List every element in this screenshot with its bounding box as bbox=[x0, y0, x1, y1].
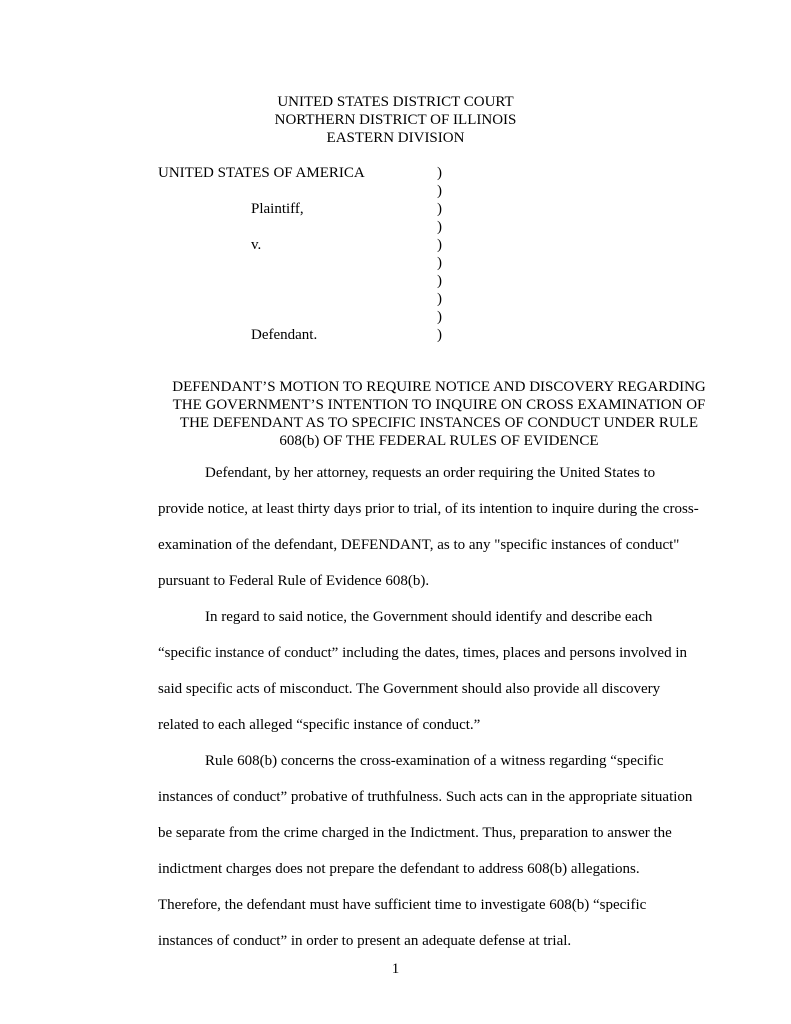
caption-row bbox=[158, 182, 578, 200]
caption-row bbox=[158, 272, 578, 290]
motion-title-line: DEFENDANT’S MOTION TO REQUIRE NOTICE AND DISCOVERY REGARDING bbox=[172, 379, 706, 395]
caption-paren: ) bbox=[437, 309, 442, 325]
paragraph bbox=[158, 608, 728, 752]
caption-row bbox=[158, 164, 578, 182]
body-line: said specific acts of misconduct. The Government should also provide all discovery bbox=[158, 681, 661, 697]
plaintiff-party: UNITED STATES OF AMERICA bbox=[158, 165, 365, 181]
defendant-label: Defendant. bbox=[251, 327, 318, 343]
caption-row bbox=[158, 326, 578, 344]
body-line: examination of the defendant, DEFENDANT, as to any "specific instances of conduct" bbox=[158, 537, 680, 553]
caption-row bbox=[158, 308, 578, 326]
motion-title-line: THE DEFENDANT AS TO SPECIFIC INSTANCES OF CONDUCT UNDER RULE bbox=[179, 415, 699, 431]
plaintiff-label: Plaintiff, bbox=[251, 201, 304, 217]
body-line: Defendant, by her attorney, requests an order requiring the United States to bbox=[205, 465, 656, 481]
body-line: In regard to said notice, the Government should identify and describe each bbox=[205, 609, 653, 625]
caption-row bbox=[158, 200, 578, 218]
motion-body bbox=[158, 464, 728, 968]
caption-paren: ) bbox=[437, 237, 442, 253]
court-name: UNITED STATES DISTRICT COURT bbox=[277, 94, 514, 110]
court-district: NORTHERN DISTRICT OF ILLINOIS bbox=[274, 112, 517, 128]
body-line: be separate from the crime charged in the Indictment. Thus, preparation to answer the bbox=[158, 825, 672, 841]
body-line: instances of conduct” in order to present an adequate defense at trial. bbox=[158, 933, 572, 949]
caption-paren: ) bbox=[437, 327, 442, 343]
motion-title-line: 608(b) OF THE FEDERAL RULES OF EVIDENCE bbox=[279, 433, 599, 449]
motion-title bbox=[150, 378, 728, 450]
court-division: EASTERN DIVISION bbox=[326, 130, 465, 146]
body-line: Therefore, the defendant must have sufficient time to investigate 608(b) “specific bbox=[158, 897, 647, 913]
body-line: instances of conduct” probative of truthfulness. Such acts can in the appropriate situation bbox=[158, 789, 693, 805]
caption-paren: ) bbox=[437, 219, 442, 235]
body-line: indictment charges does not prepare the defendant to address 608(b) allegations. bbox=[158, 861, 640, 877]
motion-title-line: THE GOVERNMENT’S INTENTION TO INQUIRE ON CROSS EXAMINATION OF bbox=[172, 397, 706, 413]
caption-paren: ) bbox=[437, 165, 442, 181]
caption-row bbox=[158, 218, 578, 236]
caption-row bbox=[158, 290, 578, 308]
versus-label: v. bbox=[251, 237, 262, 253]
caption-paren: ) bbox=[437, 255, 442, 271]
body-line: pursuant to Federal Rule of Evidence 608(b). bbox=[158, 573, 430, 589]
court-header bbox=[0, 93, 791, 147]
caption-row bbox=[158, 254, 578, 272]
paragraph bbox=[158, 464, 728, 608]
body-line: provide notice, at least thirty days prior to trial, of its intention to inquire during the cross- bbox=[158, 501, 699, 517]
caption-paren: ) bbox=[437, 183, 442, 199]
caption-paren: ) bbox=[437, 291, 442, 307]
case-caption bbox=[158, 164, 578, 344]
caption-paren: ) bbox=[437, 201, 442, 217]
page-number: 1 bbox=[391, 961, 400, 977]
body-line: “specific instance of conduct” including the dates, times, places and persons involved in bbox=[158, 645, 688, 661]
body-line: Rule 608(b) concerns the cross-examination of a witness regarding “specific bbox=[205, 753, 664, 769]
caption-paren: ) bbox=[437, 273, 442, 289]
paragraph bbox=[158, 752, 728, 968]
caption-row bbox=[158, 236, 578, 254]
body-line: related to each alleged “specific instance of conduct.” bbox=[158, 717, 481, 733]
